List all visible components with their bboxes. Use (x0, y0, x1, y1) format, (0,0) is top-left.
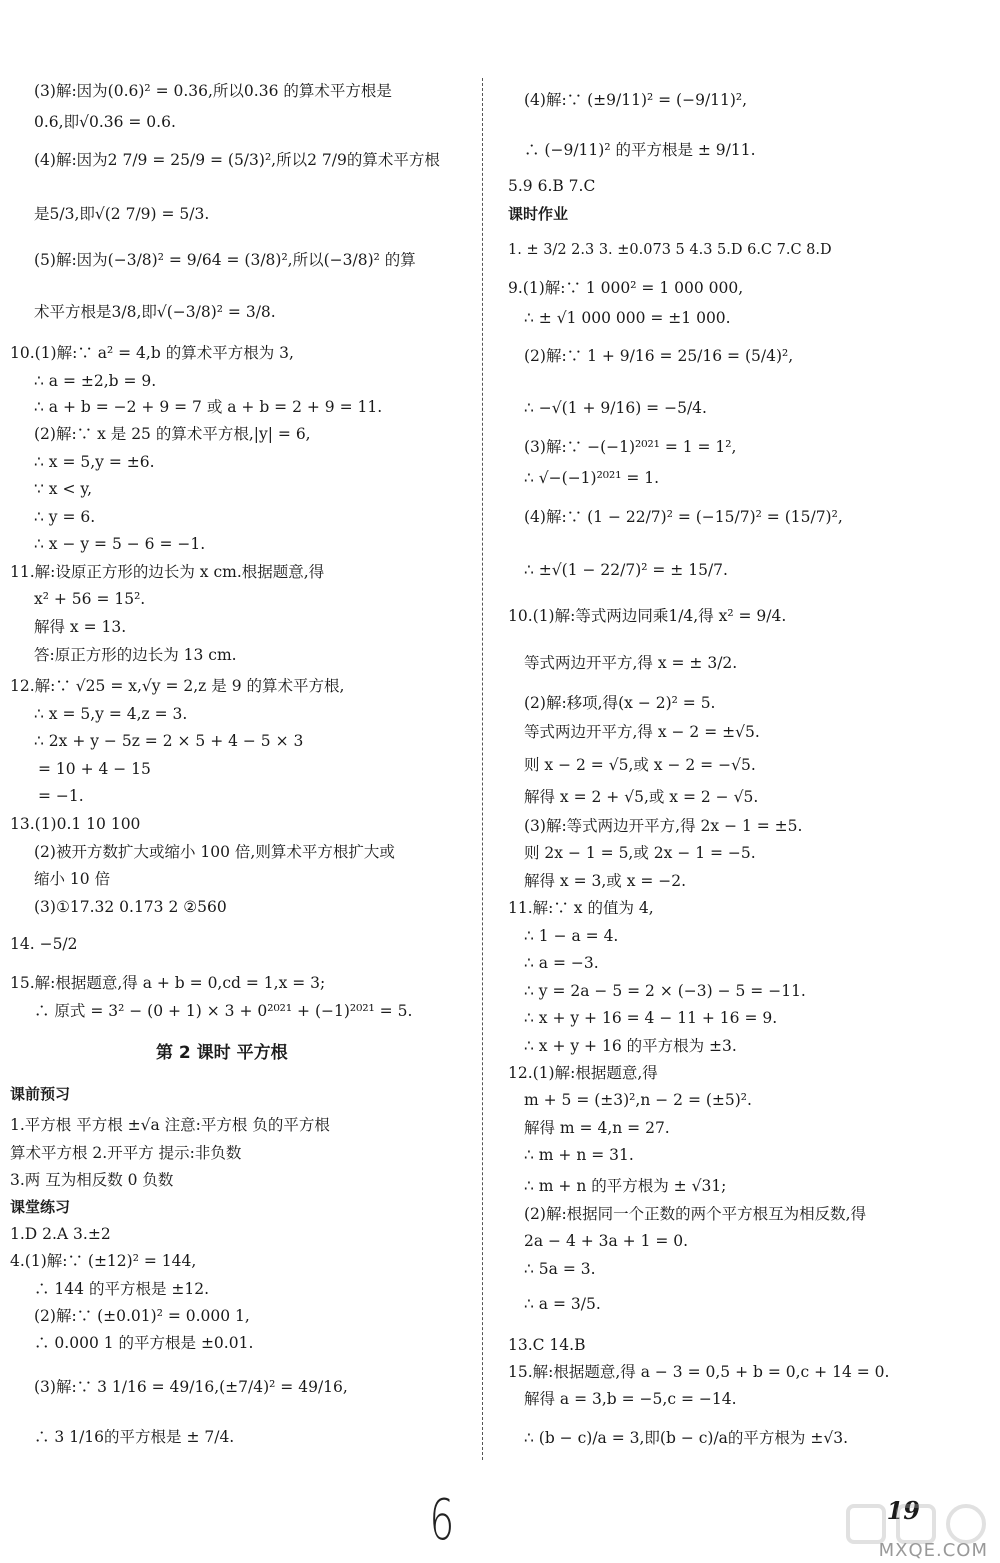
text-line: (3)解:∵ 3 1/16 = 49/16,(±7/4)² = 49/16, (34, 1378, 348, 1396)
text-line: 解得 m = 4,n = 27. (524, 1119, 670, 1137)
text-line: (2)解:移项,得(x − 2)² = 5. (524, 694, 716, 712)
text-line: (2)解:∵ 1 + 9/16 = 25/16 = (5/4)², (524, 347, 794, 365)
text-line: ∴ x = 5,y = 4,z = 3. (34, 705, 188, 723)
text-line: ∴ (b − c)/a = 3,即(b − c)/a的平方根为 ±√3. (524, 1429, 849, 1447)
text-line: ∵ x < y, (34, 480, 92, 498)
text-line: ∴ 144 的平方根是 ±12. (34, 1280, 210, 1298)
text-line: (3)①17.32 0.173 2 ②560 (34, 898, 227, 916)
text-line: ∴ 0.000 1 的平方根是 ±0.01. (34, 1334, 254, 1352)
text-line: ∴ (−9/11)² 的平方根是 ± 9/11. (524, 141, 756, 159)
text-line: (4)解:∵ (±9/11)² = (−9/11)², (524, 91, 748, 109)
text-line: ∴ 3 1/16的平方根是 ± 7/4. (34, 1428, 235, 1446)
text-line: 答:原正方形的边长为 13 cm. (34, 646, 237, 664)
text-line: ∴ m + n = 31. (524, 1146, 634, 1164)
text-line: 12.(1)解:根据题意,得 (508, 1064, 658, 1082)
text-line: = 10 + 4 − 15 (38, 760, 151, 778)
text-line: ∴ a = 3/5. (524, 1295, 601, 1313)
handwritten-mark: 6 (429, 1488, 455, 1553)
page-number: 19 (886, 1496, 920, 1525)
section-heading: 课前预习 (10, 1085, 71, 1103)
text-line: ∴ ± √1 000 000 = ±1 000. (524, 309, 731, 327)
text-line: (5)解:因为(−3/8)² = 9/64 = (3/8)²,所以(−3/8)² 的算 (34, 251, 416, 269)
text-line: 算术平方根 2.开平方 提示:非负数 (10, 1144, 242, 1162)
text-line: 等式两边开平方,得 x − 2 = ±√5. (524, 723, 760, 741)
text-line: 解得 a = 3,b = −5,c = −14. (524, 1390, 737, 1408)
text-line: (2)被开方数扩大或缩小 100 倍,则算术平方根扩大或 (34, 843, 395, 861)
text-line: ∴ x − y = 5 − 6 = −1. (34, 535, 206, 553)
text-line: (3)解:因为(0.6)² = 0.36,所以0.36 的算术平方根是 (34, 82, 392, 100)
text-line: 0.6,即√0.36 = 0.6. (34, 113, 176, 131)
text-line: 11.解:∵ x 的值为 4, (508, 899, 654, 917)
text-line: 术平方根是3/8,即√(−3/8)² = 3/8. (34, 303, 276, 321)
text-line: 11.解:设原正方形的边长为 x cm.根据题意,得 (10, 563, 325, 581)
text-line: 15.解:根据题意,得 a − 3 = 0,5 + b = 0,c + 14 = 0. (508, 1363, 890, 1381)
text-line: ∴ a + b = −2 + 9 = 7 或 a + b = 2 + 9 = 11. (34, 398, 383, 416)
section-heading: 课时作业 (508, 205, 569, 223)
section-heading: 课堂练习 (10, 1198, 71, 1216)
text-line: 1. ± 3/2 2.3 3. ±0.073 5 4.3 5.D 6.C 7.C 8.D (508, 242, 832, 258)
text-line: (2)解:根据同一个正数的两个平方根互为相反数,得 (524, 1205, 867, 1223)
text-line: 13.C 14.B (508, 1336, 586, 1354)
text-line: 12.解:∵ √25 = x,√y = 2,z 是 9 的算术平方根, (10, 677, 345, 695)
text-line: ∴ 原式 = 3² − (0 + 1) × 3 + 0²⁰²¹ + (−1)²⁰²¹ = 5. (34, 1002, 413, 1020)
text-line: 10.(1)解:∵ a² = 4,b 的算术平方根为 3, (10, 344, 294, 362)
text-line: x² + 56 = 15². (34, 590, 146, 608)
text-line: 是5/3,即√(2 7/9) = 5/3. (34, 205, 210, 223)
text-line: 14. −5/2 (10, 935, 78, 953)
text-line: 13.(1)0.1 10 100 (10, 815, 141, 833)
text-line: (3)解:∵ −(−1)²⁰²¹ = 1 = 1², (524, 438, 737, 456)
text-line: ∴ 5a = 3. (524, 1260, 596, 1278)
text-line: 解得 x = 2 + √5,或 x = 2 − √5. (524, 788, 759, 806)
text-line: (2)解:∵ (±0.01)² = 0.000 1, (34, 1307, 250, 1325)
text-line: ∴ y = 2a − 5 = 2 × (−3) − 5 = −11. (524, 982, 806, 1000)
column-divider (482, 78, 483, 1460)
text-line: ∴ √−(−1)²⁰²¹ = 1. (524, 469, 660, 487)
watermark-text: MXQE.COM (878, 1540, 988, 1561)
text-line: m + 5 = (±3)²,n − 2 = (±5)². (524, 1091, 752, 1109)
text-line: ∴ −√(1 + 9/16) = −5/4. (524, 399, 707, 417)
text-line: ∴ a = −3. (524, 954, 599, 972)
text-line: 10.(1)解:等式两边同乘1/4,得 x² = 9/4. (508, 607, 787, 625)
text-line: 则 x − 2 = √5,或 x − 2 = −√5. (524, 756, 756, 774)
text-line: ∴ 2x + y − 5z = 2 × 5 + 4 − 5 × 3 (34, 732, 304, 750)
text-line: 2a − 4 + 3a + 1 = 0. (524, 1232, 689, 1250)
text-line: 5.9 6.B 7.C (508, 177, 596, 195)
text-line: ∴ x + y + 16 = 4 − 11 + 16 = 9. (524, 1009, 778, 1027)
text-line: 15.解:根据题意,得 a + b = 0,cd = 1,x = 3; (10, 974, 326, 992)
text-line: (2)解:∵ x 是 25 的算术平方根,|y| = 6, (34, 425, 311, 443)
text-line: 缩小 10 倍 (34, 870, 111, 888)
section-title: 第 2 课时 平方根 (156, 1043, 288, 1063)
text-line: (4)解:∵ (1 − 22/7)² = (−15/7)² = (15/7)², (524, 508, 843, 526)
text-line: 1.平方根 平方根 ±√a 注意:平方根 负的平方根 (10, 1116, 330, 1134)
text-line: ∴ y = 6. (34, 508, 96, 526)
text-line: ∴ x + y + 16 的平方根为 ±3. (524, 1037, 737, 1055)
text-line: ∴ 1 − a = 4. (524, 927, 619, 945)
text-line: ∴ x = 5,y = ±6. (34, 453, 155, 471)
text-line: 解得 x = 3,或 x = −2. (524, 872, 687, 890)
text-line: 等式两边开平方,得 x = ± 3/2. (524, 654, 738, 672)
text-line: ∴ m + n 的平方根为 ± √31; (524, 1177, 727, 1195)
text-line: ∴ a = ±2,b = 9. (34, 372, 157, 390)
text-line: 3.两 互为相反数 0 负数 (10, 1171, 174, 1189)
text-line: 9.(1)解:∵ 1 000² = 1 000 000, (508, 279, 744, 297)
text-line: (4)解:因为2 7/9 = 25/9 = (5/3)²,所以2 7/9的算术平方根 (34, 151, 440, 169)
text-line: 则 2x − 1 = 5,或 2x − 1 = −5. (524, 844, 756, 862)
text-line: 1.D 2.A 3.±2 (10, 1225, 111, 1243)
text-line: 解得 x = 13. (34, 618, 127, 636)
text-line: ∴ ±√(1 − 22/7)² = ± 15/7. (524, 561, 728, 579)
text-line: 4.(1)解:∵ (±12)² = 144, (10, 1252, 197, 1270)
text-line: (3)解:等式两边开平方,得 2x − 1 = ±5. (524, 817, 803, 835)
text-line: = −1. (38, 787, 84, 805)
